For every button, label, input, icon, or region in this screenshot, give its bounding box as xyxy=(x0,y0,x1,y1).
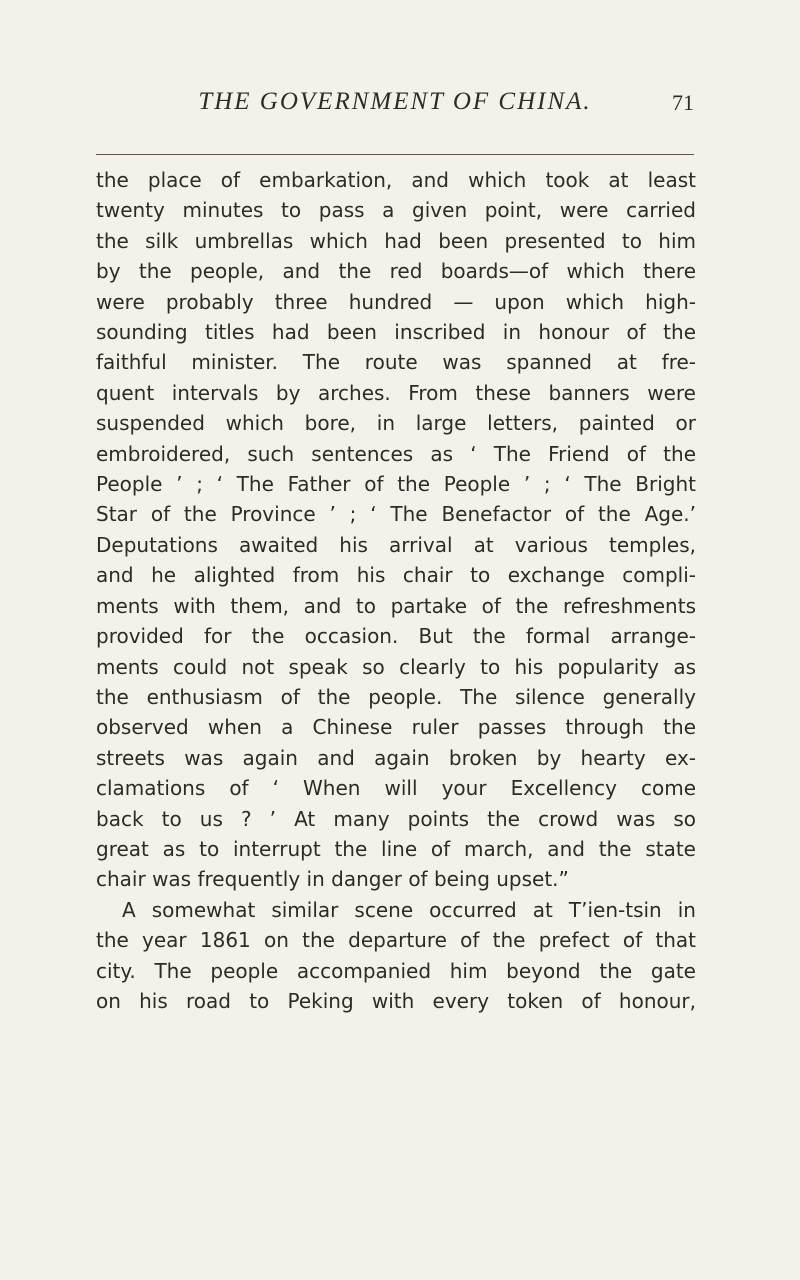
text-line: by the people, and the red boards—of which there xyxy=(96,259,696,284)
text-line: suspended which bore, in large letters, painted or xyxy=(96,411,696,436)
running-head xyxy=(96,88,694,128)
text-line: back to us ? ’ At many points the crowd was so xyxy=(96,806,696,831)
body-text xyxy=(96,165,696,1016)
text-line: on his road to Peking with every token of honour, xyxy=(96,988,696,1013)
running-title: THE GOVERNMENT OF CHINA. xyxy=(198,88,592,115)
text-line: A somewhat similar scene occurred at T’ien-tsin in xyxy=(122,897,696,922)
text-line: were probably three hundred — upon which high- xyxy=(96,289,696,314)
text-line: observed when a Chinese ruler passes through the xyxy=(96,715,696,740)
text-line: ments could not speak so clearly to his popularity as xyxy=(96,654,696,679)
text-line: ments with them, and to partake of the refreshments xyxy=(96,593,696,618)
text-line: embroidered, such sentences as ‘ The Friend of the xyxy=(96,441,696,466)
text-line: great as to interrupt the line of march, and the state xyxy=(96,836,696,861)
text-line: provided for the occasion. But the formal arrange- xyxy=(96,624,696,649)
text-line: streets was again and again broken by hearty ex- xyxy=(96,745,696,770)
text-line: faithful minister. The route was spanned at fre- xyxy=(96,350,696,375)
text-line: chair was frequently in danger of being upset.” xyxy=(96,867,569,892)
text-line: sounding titles had been inscribed in honour of the xyxy=(96,320,696,345)
text-line: the enthusiasm of the people. The silence generally xyxy=(96,684,696,709)
text-line: Star of the Province ’ ; ‘ The Benefactor of the Age.’ xyxy=(96,502,696,527)
text-line: People ’ ; ‘ The Father of the People ’ ; ‘ The Bright xyxy=(96,472,696,497)
text-line: and he alighted from his chair to exchange compli- xyxy=(96,563,696,588)
header-rule xyxy=(96,154,694,155)
text-line: the silk umbrellas which had been presented to him xyxy=(96,228,696,253)
text-line: city. The people accompanied him beyond the gate xyxy=(96,958,696,983)
text-line: the year 1861 on the departure of the prefect of that xyxy=(96,928,696,953)
text-line: clamations of ‘ When will your Excellency come xyxy=(96,776,696,801)
text-line: twenty minutes to pass a given point, were carried xyxy=(96,198,696,223)
text-line: the place of embarkation, and which took at least xyxy=(96,168,696,192)
text-line: quent intervals by arches. From these banners were xyxy=(96,380,696,405)
text-line: Deputations awaited his arrival at various temples, xyxy=(96,532,696,557)
page-number: 71 xyxy=(672,90,694,115)
